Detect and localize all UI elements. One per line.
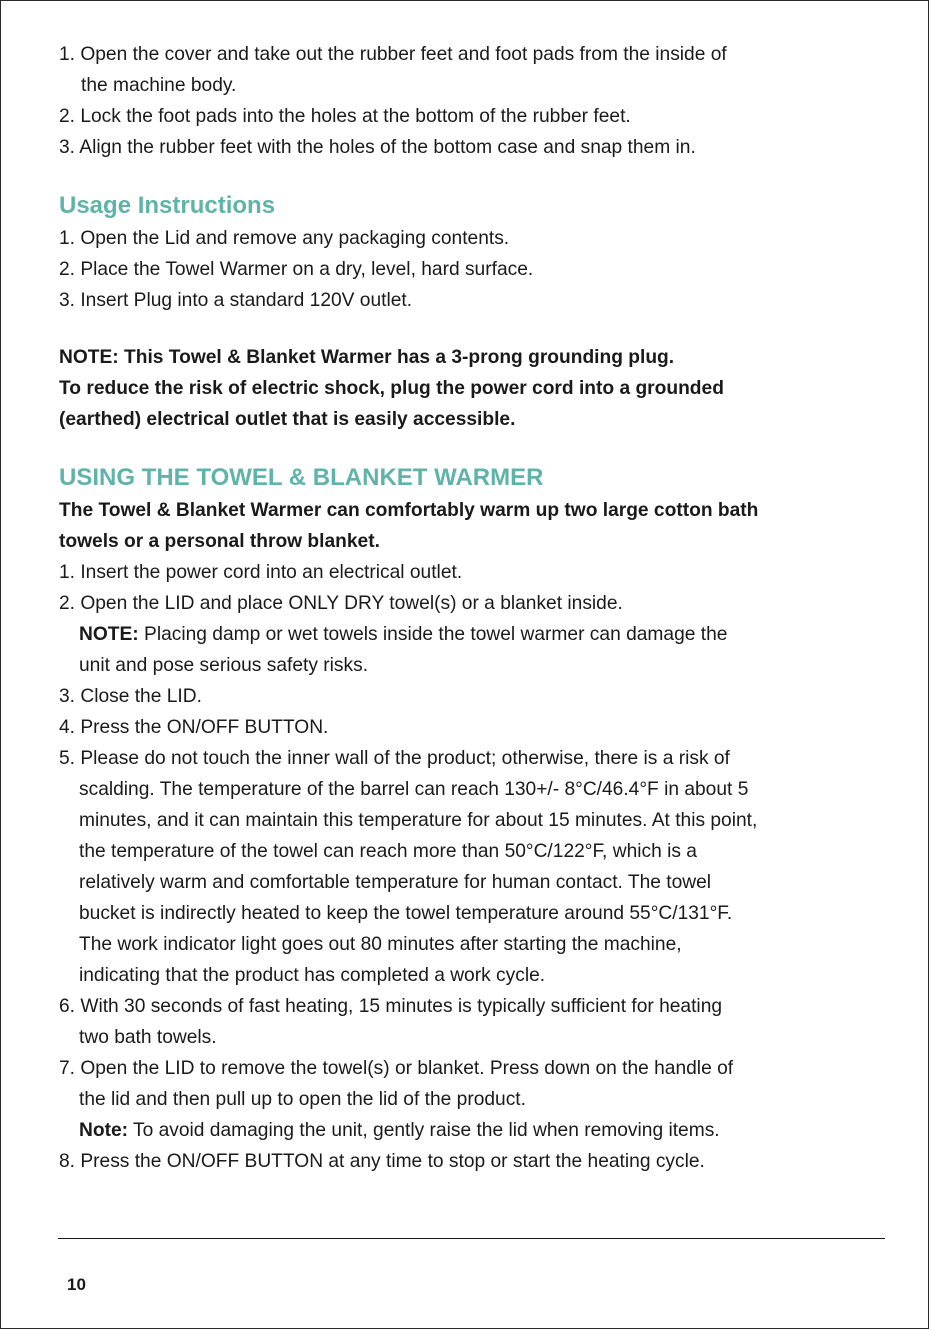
using-step-7-cont: the lid and then pull up to open the lid of the product. [79, 1089, 526, 1110]
note-text: This Towel & Blanket Warmer has a 3-prong grounding plug. [118, 347, 675, 368]
note-label: NOTE: [59, 347, 119, 368]
footer-divider [58, 1238, 885, 1239]
page-number: 10 [67, 1275, 86, 1294]
spacer [59, 435, 889, 461]
using-heading: USING THE TOWEL & BLANKET WARMER [59, 464, 544, 491]
using-step-8: 8. Press the ON/OFF BUTTON at any time to stop or start the heating cycle. [59, 1151, 705, 1172]
using-step-5-cont: The work indicator light goes out 80 minutes after starting the machine, [79, 934, 682, 955]
usage-step-3: 3. Insert Plug into a standard 120V outlet. [59, 290, 413, 311]
step7-note-text: To avoid damaging the unit, gently raise the lid when removing items. [128, 1120, 720, 1141]
using-step-2-note-cont: unit and pose serious safety risks. [79, 655, 369, 676]
note-line-3: (earthed) electrical outlet that is easily accessible. [59, 409, 516, 430]
using-step-5-cont: relatively warm and comfortable temperature for human contact. The towel [79, 872, 712, 893]
using-step-7: 7. Open the LID to remove the towel(s) or blanket. Press down on the handle of [59, 1058, 734, 1079]
using-step-6: 6. With 30 seconds of fast heating, 15 minutes is typically sufficient for heating [59, 996, 723, 1017]
using-intro-1: The Towel & Blanket Warmer can comfortably warm up two large cotton bath [59, 500, 759, 521]
step2-note-text: Placing damp or wet towels inside the towel warmer can damage the [138, 624, 728, 645]
using-step-6-cont: two bath towels. [79, 1027, 217, 1048]
grounding-note [59, 342, 889, 435]
using-step-5: 5. Please do not touch the inner wall of the product; otherwise, there is a risk of [59, 748, 730, 769]
assembly-step-1: 1. Open the cover and take out the rubber feet and foot pads from the inside of [59, 44, 727, 65]
assembly-step-2: 2. Lock the foot pads into the holes at the bottom of the rubber feet. [59, 106, 631, 127]
using-intro-2: towels or a personal throw blanket. [59, 531, 380, 552]
usage-step-2: 2. Place the Towel Warmer on a dry, level, hard surface. [59, 259, 534, 280]
usage-instructions [59, 189, 889, 316]
using-step-2: 2. Open the LID and place ONLY DRY towel(s) or a blanket inside. [59, 593, 623, 614]
using-step-5-cont: scalding. The temperature of the barrel can reach 130+/- 8°C/46.4°F in about 5 [79, 779, 749, 800]
step2-note-label: NOTE: [79, 624, 139, 645]
using-step-5-cont: minutes, and it can maintain this temperature for about 15 minutes. At this point, [79, 810, 758, 831]
assembly-steps [59, 39, 889, 163]
step7-note-label: Note: [79, 1120, 129, 1141]
using-step-3: 3. Close the LID. [59, 686, 202, 707]
using-step-1: 1. Insert the power cord into an electrical outlet. [59, 562, 463, 583]
spacer [59, 316, 889, 342]
note-line-2: To reduce the risk of electric shock, plug the power cord into a grounded [59, 378, 724, 399]
assembly-step-3: 3. Align the rubber feet with the holes of the bottom case and snap them in. [59, 137, 696, 158]
assembly-step-1-cont: the machine body. [81, 75, 237, 96]
usage-step-1: 1. Open the Lid and remove any packaging contents. [59, 228, 510, 249]
using-step-4: 4. Press the ON/OFF BUTTON. [59, 717, 329, 738]
using-step-2-note [59, 619, 889, 650]
using-step-5-cont: indicating that the product has completed a work cycle. [79, 965, 546, 986]
page-content [59, 39, 889, 1177]
note-line-1 [59, 342, 889, 373]
spacer [59, 163, 889, 189]
using-warmer [59, 461, 889, 1177]
using-step-7-note [59, 1115, 889, 1146]
using-step-5-cont: the temperature of the towel can reach more than 50°C/122°F, which is a [79, 841, 697, 862]
usage-heading: Usage Instructions [59, 192, 276, 219]
using-step-5-cont: bucket is indirectly heated to keep the towel temperature around 55°C/131°F. [79, 903, 733, 924]
